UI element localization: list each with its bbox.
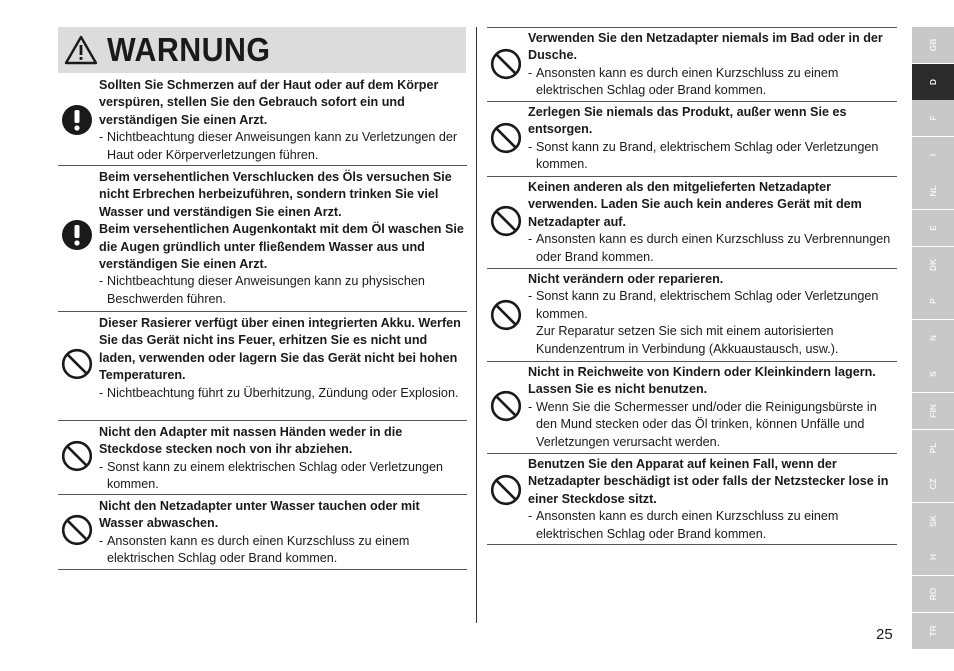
warning-heading: Sollten Sie Schmerzen auf der Haut oder auf dem Körper verspüren, stellen Sie den Gebrauch sofort ein und verständigen Sie einen Arzt. <box>99 78 439 127</box>
prohibition-icon <box>58 514 96 546</box>
warning-heading-2: Beim versehentlichen Augenkontakt mit dem Öl waschen Sie die Augen gründlich unter fließendem Wasser aus und verständigen Sie einen Arzt. <box>99 222 464 272</box>
prohibition-icon <box>487 205 525 237</box>
language-tab-s[interactable]: S <box>912 356 954 392</box>
language-tab-i[interactable]: I <box>912 137 954 173</box>
language-tab-ro[interactable]: RO <box>912 576 954 612</box>
warning-block: Benutzen Sie den Apparat auf keinen Fall, wenn der Netzadapter beschädigt ist oder falls der Netzstecker lose in einer Steckdose sitzt. - Ansonsten kann es durch einen Kurzschluss zu einem elektrischen Schlag oder Brand kommen. <box>487 454 897 545</box>
prohibition-icon <box>58 348 96 380</box>
warning-block: Nicht verändern oder reparieren. - Sonst kann zu Brand, elektrischem Schlag oder Verletzungen kommen. Zur Reparatur setzen Sie sich mit einem autorisierten Kundenzentrum in Verbindung (Akkuaustausch, usw.). <box>487 269 897 362</box>
language-tab-tr[interactable]: TR <box>912 613 954 649</box>
warning-note: Nichtbeachtung dieser Anweisungen kann zu Verletzungen der Haut oder Körperverletzungen führen. <box>107 130 458 162</box>
language-tab-nl[interactable]: NL <box>912 173 954 209</box>
prohibition-icon <box>487 474 525 506</box>
warning-block: Verwenden Sie den Netzadapter niemals im Bad oder in der Dusche. - Ansonsten kann es durch einen Kurzschluss zu einem elektrischen Schlag oder Brand kommen. <box>487 27 897 102</box>
page-number: 25 <box>876 626 893 643</box>
warning-heading: Keinen anderen als den mitgelieferten Netzadapter verwenden. Laden Sie auch kein anderes Gerät mit dem Netzadapter auf. <box>528 180 862 229</box>
language-sidebar <box>912 27 954 649</box>
warning-heading: Beim versehentlichen Verschlucken des Öls versuchen Sie nicht Erbrechen herbeizuführen, sondern trinken Sie viel Wasser und verständigen Sie einen Arzt. <box>99 170 452 219</box>
language-tab-n[interactable]: N <box>912 320 954 356</box>
warning-note: Nichtbeachtung führt zu Überhitzung, Zündung oder Explosion. <box>107 385 459 400</box>
warning-note: Nichtbeachtung dieser Anweisungen kann zu physischen Beschwerden führen. <box>107 274 425 306</box>
page-title: WARNUNG <box>107 31 271 68</box>
column-divider <box>476 27 477 623</box>
language-tab-pl[interactable]: PL <box>912 430 954 466</box>
warning-note: Ansonsten kann es durch einen Kurzschluss zu einem elektrischen Schlag oder Brand kommen. <box>107 533 410 566</box>
language-tab-f[interactable]: F <box>912 100 954 136</box>
warning-heading: Nicht in Reichweite von Kindern oder Kleinkindern lagern. Lassen Sie es nicht benutzen. <box>528 365 876 397</box>
language-tab-gb[interactable]: GB <box>912 27 954 63</box>
prohibition-icon <box>487 122 525 154</box>
right-column <box>487 27 897 545</box>
language-tab-p[interactable]: P <box>912 283 954 319</box>
language-tab-e[interactable]: E <box>912 210 954 246</box>
warning-note: Ansonsten kann es durch einen Kurzschluss zu einem elektrischen Schlag oder Brand kommen. <box>536 509 839 541</box>
warning-heading: Zerlegen Sie niemals das Produkt, außer wenn Sie es entsorgen. <box>528 105 847 137</box>
warning-block: Beim versehentlichen Verschlucken des Öls versuchen Sie nicht Erbrechen herbeizuführen, sondern trinken Sie viel Wasser und verständigen Sie einen Arzt. Beim versehentlichen Augenkontakt mit dem Öl waschen Sie die Augen gründlich unter fließendem Wasser aus und verständigen Sie einen Arzt. - Nichtbeachtung dieser Anweisungen kann zu physischen Beschwerden führen. <box>58 166 467 312</box>
language-tab-h[interactable]: H <box>912 539 954 575</box>
warning-heading: Nicht den Netzadapter unter Wasser tauchen oder mit Wasser abwaschen. <box>99 499 420 531</box>
language-tab-d[interactable]: D <box>912 64 954 100</box>
language-tab-fin[interactable]: FIN <box>912 393 954 429</box>
warning-note: Ansonsten kann es durch einen Kurzschluss zu einem elektrischen Schlag oder Brand kommen. <box>536 65 839 98</box>
warning-block: Nicht in Reichweite von Kindern oder Kleinkindern lagern. Lassen Sie es nicht benutzen. - Wenn Sie die Schermesser und/oder die Reinigungsbürste in den Mund stecken oder das Öl trinken, können Unfälle und Verletzungen verursacht werden. <box>487 362 897 454</box>
warning-note: Sonst kann zu Brand, elektrischem Schlag oder Verletzungen kommen. <box>536 289 879 321</box>
warning-block: Nicht den Netzadapter unter Wasser tauchen oder mit Wasser abwaschen. - Ansonsten kann es durch einen Kurzschluss zu einem elektrischen Schlag oder Brand kommen. <box>58 495 467 570</box>
language-tab-dk[interactable]: DK <box>912 247 954 283</box>
prohibition-icon <box>487 390 525 422</box>
warning-block: Nicht den Adapter mit nassen Händen weder in die Steckdose stecken noch von ihr abziehen. - Sonst kann zu einem elektrischen Schlag oder Verletzungen kommen. <box>58 421 467 495</box>
language-tab-sk[interactable]: SK <box>912 503 954 539</box>
warning-note: Ansonsten kann es durch einen Kurzschluss zu Verbrennungen oder Brand kommen. <box>536 232 891 264</box>
warning-heading: Benutzen Sie den Apparat auf keinen Fall, wenn der Netzadapter beschädigt ist oder falls der Netzstecker lose in einer Steckdose sitzt. <box>528 457 889 506</box>
prohibition-icon <box>487 48 525 80</box>
warning-heading: Nicht verändern oder reparieren. <box>528 272 724 286</box>
warning-heading: Nicht den Adapter mit nassen Händen weder in die Steckdose stecken noch von ihr abziehen. <box>99 425 403 457</box>
exclamation-icon <box>58 104 96 136</box>
prohibition-icon <box>487 299 525 331</box>
warning-block: Keinen anderen als den mitgelieferten Netzadapter verwenden. Laden Sie auch kein anderes Gerät mit dem Netzadapter auf. - Ansonsten kann es durch einen Kurzschluss zu Verbrennungen oder Brand kommen. <box>487 177 897 269</box>
warning-heading: Verwenden Sie den Netzadapter niemals im Bad oder in der Dusche. <box>528 31 883 63</box>
warning-note: Wenn Sie die Schermesser und/oder die Reinigungsbürste in den Mund stecken oder das Öl trinken, können Unfälle und Verletzungen verursacht werden. <box>536 399 877 449</box>
warning-note-2: Zur Reparatur setzen Sie sich mit einem autorisierten Kundenzentrum in Verbindung (Akkuaustausch, usw.). <box>536 324 839 356</box>
warning-triangle-icon <box>63 34 99 66</box>
warning-note: Sonst kann zu einem elektrischen Schlag oder Verletzungen kommen. <box>107 459 444 492</box>
warning-title-bar <box>58 27 466 73</box>
language-tab-cz[interactable]: CZ <box>912 466 954 502</box>
warning-heading: Dieser Rasierer verfügt über einen integrierten Akku. Werfen Sie das Gerät nicht ins Feuer, erhitzen Sie es nicht und laden, verwenden oder lagern Sie das Gerät nicht bei hohen Temperaturen. <box>99 316 461 383</box>
prohibition-icon <box>58 440 96 472</box>
warning-block: Sollten Sie Schmerzen auf der Haut oder auf dem Körper verspüren, stellen Sie den Gebrauch sofort ein und verständigen Sie einen Arzt. - Nichtbeachtung dieser Anweisungen kann zu Verletzungen der Haut oder Körperverletzungen führen. <box>58 76 467 166</box>
warning-block: Dieser Rasierer verfügt über einen integrierten Akku. Werfen Sie das Gerät nicht ins Feuer, erhitzen Sie es nicht und laden, verwenden oder lagern Sie das Gerät nicht bei hohen Temperaturen. - Nichtbeachtung führt zu Überhitzung, Zündung oder Explosion. <box>58 312 467 421</box>
warning-note: Sonst kann zu Brand, elektrischem Schlag oder Verletzungen kommen. <box>536 139 879 172</box>
left-column <box>58 76 467 570</box>
exclamation-icon <box>58 219 96 251</box>
warning-block: Zerlegen Sie niemals das Produkt, außer wenn Sie es entsorgen. - Sonst kann zu Brand, elektrischem Schlag oder Verletzungen kommen. <box>487 102 897 177</box>
